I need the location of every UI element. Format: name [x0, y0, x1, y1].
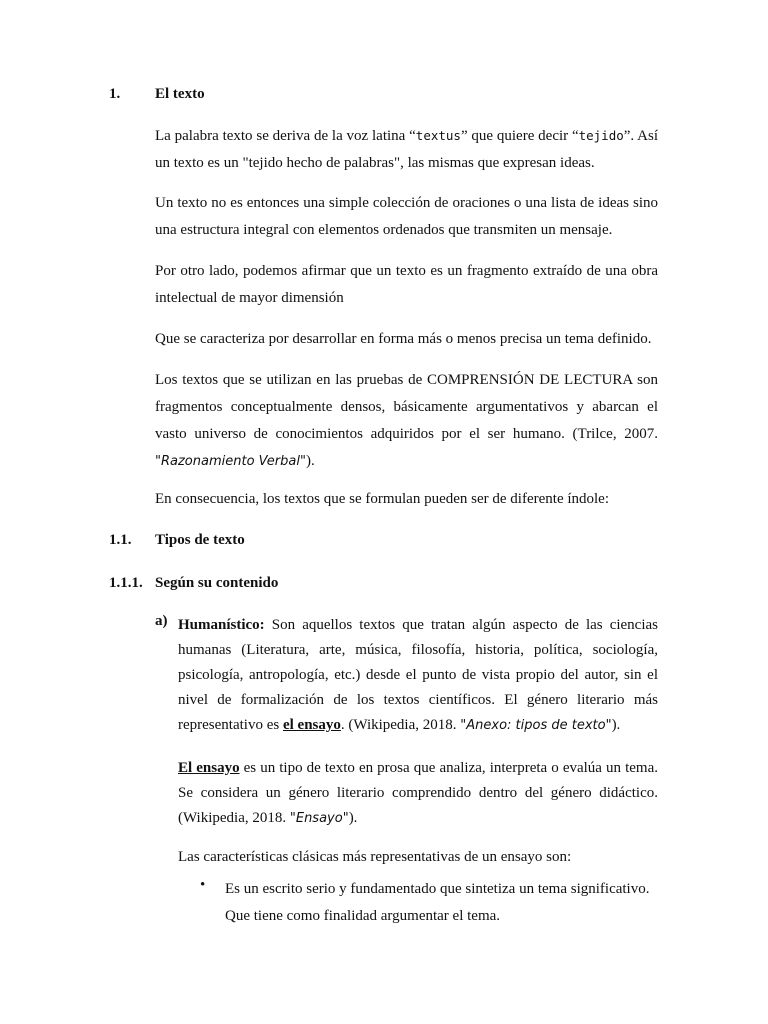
section-title: El texto — [155, 86, 205, 102]
underlined-term: El ensayo — [178, 760, 240, 776]
subsection-title: Tipos de texto — [155, 532, 245, 548]
paragraph-reading-tests — [155, 367, 658, 475]
latin-word: textus — [415, 128, 461, 143]
text-run: Son aquellos textos que tratan algún aspecto de las ciencias humanas (Literatura, arte, música, filosofía, historia, política, sociología, psicología, antropología, etc.) desde el punto de vista propio del autor, sin el nivel de formalización de los textos científicos. El género literario más representativo es — [178, 617, 658, 733]
bullet-item: Es un escrito serio y fundamentado que sintetiza un tema significativo. Que tiene como finalidad argumentar el tema. — [225, 881, 650, 924]
paragraph-consequence: En consecuencia, los textos que se formulan pueden ser de diferente índole: — [155, 491, 610, 507]
text-run: ” que quiere decir “ — [460, 128, 579, 144]
subsubsection-title: Según su contenido — [155, 575, 279, 591]
term: Humanístico: — [178, 617, 265, 633]
paragraph-characteristics: Las características clásicas más representativas de un ensayo son: — [178, 849, 572, 865]
text-run: . (Wikipedia, 2018. — [340, 717, 461, 733]
text-run: Los textos que se utilizan en las pruebas de COMPRENSIÓN DE LECTURA son fragmentos conceptualmente densos, básicamente argumentativos y abarcan el vasto universo de conocimientos adquiridos por el ser humano. (Trilce, 2007. — [155, 372, 658, 442]
paragraph-essay — [178, 756, 658, 831]
citation-title: "Ensayo" — [289, 811, 349, 826]
citation-title: "Razonamiento Verbal" — [155, 454, 306, 469]
underlined-term: el ensayo — [282, 717, 341, 733]
paragraph-theme: Que se caracteriza por desarrollar en forma más o menos precisa un tema definido. — [155, 331, 652, 347]
paragraph-fragment: Por otro lado, podemos afirmar que un texto es un fragmento extraído de una obra intelectual de mayor dimensión — [155, 263, 658, 306]
citation-title: "Anexo: tipos de texto" — [460, 718, 612, 733]
list-marker-a: a) — [155, 613, 168, 629]
paragraph-etymology — [155, 122, 658, 177]
list-item-humanistic — [178, 613, 658, 738]
text-run: ”. Así un texto es un "tejido hecho de palabras", las mismas que expresan ideas. — [155, 128, 658, 171]
text-run: ). — [305, 453, 315, 469]
text-run: La palabra texto se deriva de la voz latina “ — [155, 128, 416, 144]
section-number: 1. — [109, 86, 121, 102]
text-run: es un tipo de texto en prosa que analiza, interpreta o evalúa un tema. Se considera un género literario comprendido dentro del género didáctico. (Wikipedia, 2018. — [178, 760, 658, 826]
paragraph-definition: Un texto no es entonces una simple colección de oraciones o una lista de ideas sino una estructura integral con elementos ordenados que transmiten un mensaje. — [155, 195, 658, 238]
subsubsection-number: 1.1.1. — [109, 575, 143, 591]
text-run: ). — [348, 810, 358, 826]
translated-word: tejido — [578, 128, 624, 143]
text-run: ). — [611, 717, 621, 733]
subsection-number: 1.1. — [109, 532, 132, 548]
bullet-marker: • — [200, 877, 206, 893]
